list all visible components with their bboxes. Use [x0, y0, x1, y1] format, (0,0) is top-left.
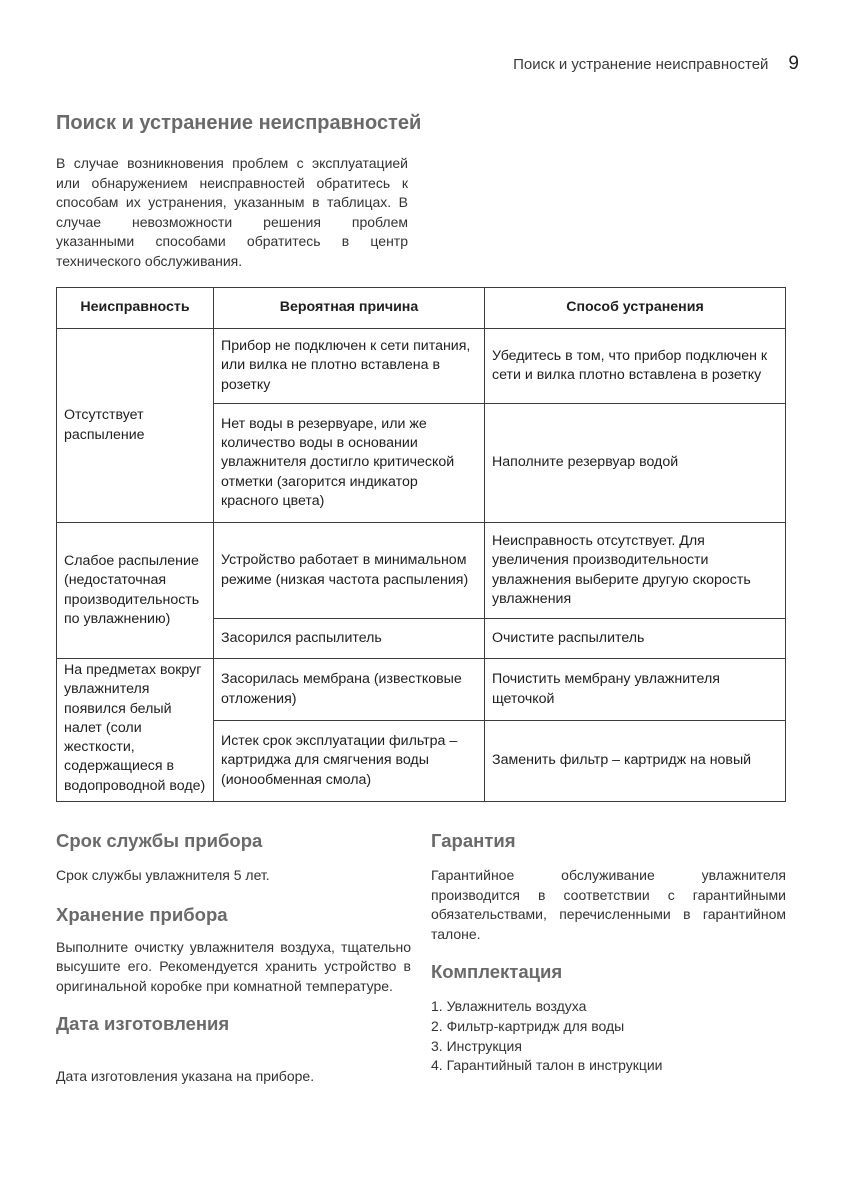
fault-cell: Слабое распыление (недостаточная производительность по увлажнению)	[57, 523, 214, 659]
manufacture-date-text: Дата изготовления указана на приборе.	[56, 1068, 315, 1085]
fault-cell: На предметах вокруг увлажнителя появился белый налет (соли жесткости, содержащиеся в водопроводной воде)	[57, 659, 214, 802]
remedy-cell: Убедитесь в том, что прибор подключен к сети и вилка плотно вставлена в розетку	[485, 329, 786, 404]
fault-cell: Отсутствует распыление	[57, 329, 214, 523]
table-header-row	[57, 288, 786, 329]
right-column	[431, 829, 786, 1076]
table-row	[57, 523, 786, 619]
service-life-text: Срок службы увлажнителя 5 лет.	[56, 867, 270, 883]
package-title: Комплектация	[431, 961, 563, 983]
table-row	[57, 329, 786, 404]
page-number: 9	[788, 53, 799, 74]
left-column	[56, 829, 411, 1087]
storage-text: Выполните очистку увлажнителя воздуха, тщательно высушите его. Рекомендуется хранить устройство в оригинальной коробке при комнатной температуре.	[56, 938, 411, 994]
running-header	[513, 53, 799, 75]
cause-cell: Нет воды в резервуаре, или же количество воды в основании увлажнителя достигло критической отметки (загорится индикатор красного цвета)	[214, 404, 485, 523]
table-row	[57, 659, 786, 721]
remedy-cell: Неисправность отсутствует. Для увеличения производительности увлажнения выберите другую скорость увлажнения	[485, 523, 786, 619]
cause-cell: Засорился распылитель	[214, 619, 485, 659]
service-life-title: Срок службы прибора	[56, 830, 263, 851]
list-item: 2. Фильтр-картридж для воды	[431, 1017, 625, 1034]
list-item: 3. Инструкция	[431, 1037, 522, 1054]
list-item: 1. Увлажнитель воздуха	[431, 998, 587, 1015]
cause-cell: Прибор не подключен к сети питания, или вилка не плотно вставлена в розетку	[214, 329, 485, 404]
column-header-fault: Неисправность	[57, 288, 214, 329]
warranty-title: Гарантия	[431, 830, 516, 851]
remedy-cell: Очистите распылитель	[485, 619, 786, 659]
remedy-cell: Почистить мембрану увлажнителя щеточкой	[485, 659, 786, 721]
cause-cell: Засорилась мембрана (известковые отложения)	[214, 659, 485, 721]
cause-cell: Истек срок эксплуатации фильтра – картриджа для смягчения воды (ионообменная смола)	[214, 721, 485, 802]
intro-paragraph: В случае возникновения проблем с эксплуатацией или обнаружением неисправностей обратитесь к способам их устранения, указанным в таблицах. В случае невозможности решения проблем указанными способами обратитесь в центр технического обслуживания.	[56, 155, 408, 269]
troubleshooting-table	[56, 287, 786, 802]
warranty-text: Гарантийное обслуживание увлажнителя производится в соответствии с гарантийными обязательствами, перечисленными в гарантийном талоне.	[431, 867, 786, 942]
remedy-cell: Заменить фильтр – картридж на новый	[485, 721, 786, 802]
cause-cell: Устройство работает в минимальном режиме (низкая частота распыления)	[214, 523, 485, 619]
list-item: 4. Гарантийный талон в инструкции	[431, 1057, 663, 1074]
storage-title: Хранение прибора	[56, 903, 228, 925]
manufacture-date-title: Дата изготовления	[56, 1013, 230, 1035]
column-header-cause: Вероятная причина	[214, 288, 485, 329]
column-header-remedy: Способ устранения	[485, 288, 786, 329]
package-list	[431, 997, 786, 1075]
section-title: Поиск и устранение неисправностей	[56, 112, 422, 134]
remedy-cell: Наполните резервуар водой	[485, 404, 786, 523]
running-title: Поиск и устранение неисправностей	[513, 56, 769, 73]
